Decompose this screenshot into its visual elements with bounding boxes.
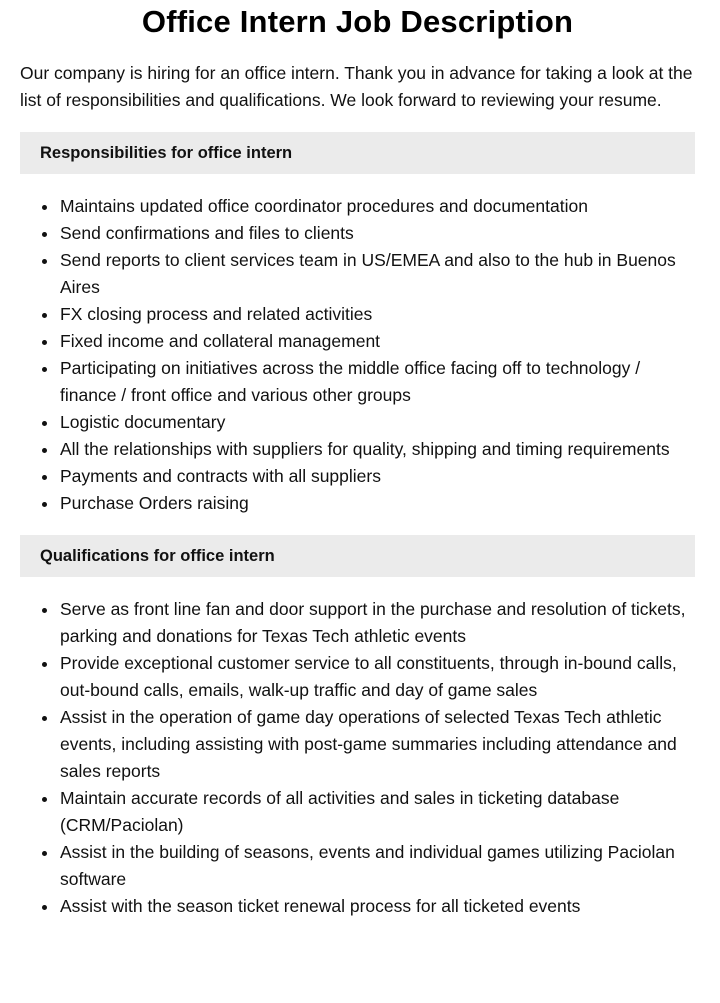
responsibilities-section <box>20 132 695 517</box>
list-item-text: Participating on initiatives across the middle office facing off to technology / finance / front office and various other groups <box>60 358 641 405</box>
list-item <box>20 785 695 839</box>
bullet-icon <box>42 662 47 667</box>
bullet-icon <box>42 716 47 721</box>
bullet-icon <box>42 448 47 453</box>
intro-paragraph: Our company is hiring for an office intern. Thank you in advance for taking a look at the list of responsibilities and qualifications. We look forward to reviewing your resume. <box>20 63 693 110</box>
list-item <box>20 596 695 650</box>
bullet-icon <box>42 421 47 426</box>
page-title: Office Intern Job Description <box>141 4 574 39</box>
list-item-text: Assist in the operation of game day operations of selected Texas Tech athletic events, including assisting with post-game summaries including attendance and sales reports <box>60 707 677 781</box>
bullet-icon <box>42 205 47 210</box>
list-item-text: Logistic documentary <box>60 412 226 432</box>
list-item-text: Assist in the building of seasons, events and individual games utilizing Paciolan software <box>60 842 675 889</box>
list-item <box>20 839 695 893</box>
list-item-text: Maintain accurate records of all activities and sales in ticketing database (CRM/Paciolan) <box>60 788 620 835</box>
bullet-icon <box>42 259 47 264</box>
list-item <box>20 704 695 785</box>
bullet-icon <box>42 851 47 856</box>
list-item <box>20 355 695 409</box>
list-item <box>20 247 695 301</box>
qualifications-list <box>20 577 695 920</box>
list-item-text: Assist with the season ticket renewal process for all ticketed events <box>60 896 581 916</box>
list-item <box>20 409 695 436</box>
list-item-text: FX closing process and related activities <box>60 304 373 324</box>
list-item <box>20 193 695 220</box>
responsibilities-list <box>20 174 695 517</box>
list-item-text: Purchase Orders raising <box>60 493 249 513</box>
list-item <box>20 436 695 463</box>
qualifications-section <box>20 535 695 920</box>
list-item <box>20 490 695 517</box>
list-item-text: All the relationships with suppliers for quality, shipping and timing requirements <box>60 439 670 459</box>
list-item <box>20 328 695 355</box>
list-item-text: Provide exceptional customer service to all constituents, through in-bound calls, out-bound calls, emails, walk-up traffic and day of game sales <box>60 653 677 700</box>
list-item <box>20 220 695 247</box>
list-item-text: Fixed income and collateral management <box>60 331 381 351</box>
list-item <box>20 650 695 704</box>
bullet-icon <box>42 367 47 372</box>
list-item <box>20 301 695 328</box>
responsibilities-heading: Responsibilities for office intern <box>20 132 695 174</box>
bullet-icon <box>42 797 47 802</box>
list-item-text: Send confirmations and files to clients <box>60 223 354 243</box>
list-item-text: Send reports to client services team in US/EMEA and also to the hub in Buenos Aires <box>60 250 676 297</box>
list-item-text: Maintains updated office coordinator procedures and documentation <box>60 196 588 216</box>
bullet-icon <box>42 313 47 318</box>
bullet-icon <box>42 502 47 507</box>
list-item-text: Serve as front line fan and door support in the purchase and resolution of tickets, parking and donations for Texas Tech athletic events <box>60 599 686 646</box>
bullet-icon <box>42 232 47 237</box>
bullet-icon <box>42 340 47 345</box>
bullet-icon <box>42 608 47 613</box>
bullet-icon <box>42 475 47 480</box>
qualifications-heading: Qualifications for office intern <box>20 535 695 577</box>
bullet-icon <box>42 905 47 910</box>
list-item <box>20 893 695 920</box>
list-item <box>20 463 695 490</box>
list-item-text: Payments and contracts with all suppliers <box>60 466 381 486</box>
